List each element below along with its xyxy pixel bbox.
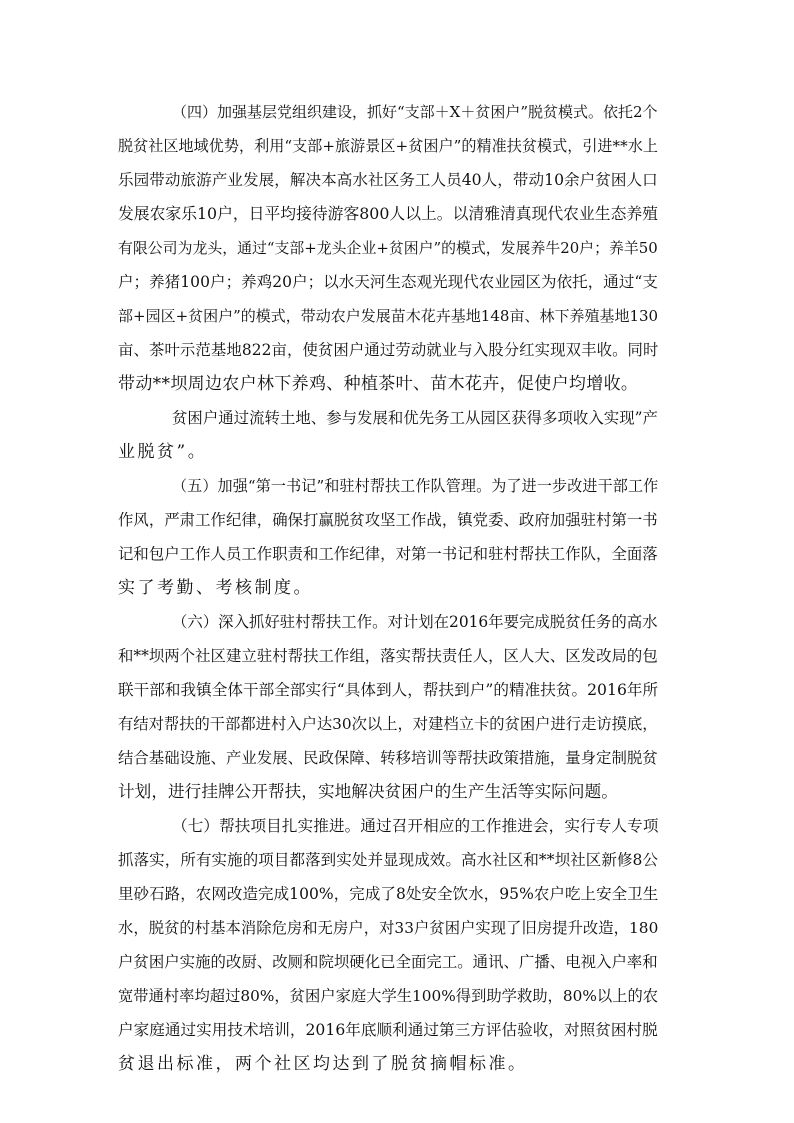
paragraph-5-line-3: 记和包户工作人员工作职责和工作纪律，对第一书记和驻村帮扶工作队，全面落 [118,545,658,563]
paragraph-7-line-6: 宽带通村率均超过80%，贫困户家庭大学生100%得到助学救助，80%以上的农 [118,987,659,1005]
paragraph-4-line-8: 亩、茶叶示范基地822亩，使贫困户通过劳动就业与入股分红实现双丰收。同时 [118,341,659,359]
paragraph-4-line-1: （四）加强基层党组织建设，抓好“支部＋X＋贫困户”脱贫模式。依托2个 [172,103,658,121]
paragraph-5-line-4: 实了考勤、考核制度。 [118,578,313,598]
paragraph-5-line-1: （五）加强“第一书记”和驻村帮扶工作队管理。为了进一步改进干部工作 [172,477,659,495]
paragraph-4-line-6: 户；养猪100户；养鸡20户；以水天河生态观光现代农业园区为依托，通过“支 [118,273,658,291]
paragraph-7-line-1: （七）帮扶项目扎实推进。通过召开相应的工作推进会，实行专人专项 [172,817,659,835]
paragraph-4-line-9: 带动**坝周边农户林下养鸡、种植茶叶、苗木花卉，促使户均增收。 [118,374,639,394]
paragraph-7-line-5: 户贫困户实施的改厨、改厕和院坝硬化已全面完工。通讯、广播、电视入户率和 [118,953,658,971]
paragraph-4-line-3: 乐园带动旅游产业发展，解决本高水社区务工人员40人，带动10余户贫困人口 [118,171,658,189]
paragraph-7-line-2: 抓落实，所有实施的项目都落到实处并显现成效。高水社区和**坝社区新修8公 [118,851,659,869]
income-paragraph-line-2: 业脱贫”。 [118,442,208,462]
paragraph-4-line-7: 部+园区+贫困户”的模式，带动农户发展苗木花卉基地148亩、林下养殖基地130 [118,307,659,325]
paragraph-4-line-5: 有限公司为龙头，通过“支部+龙头企业+贫困户”的模式，发展养牛20户；养羊50 [118,239,658,257]
paragraph-6-line-3: 联干部和我镇全体干部全部实行“具体到人，帮扶到户”的精准扶贫。2016年所 [118,681,659,699]
paragraph-7-line-4: 水，脱贫的村基本消除危房和无房户，对33户贫困户实现了旧房提升改造，180 [118,919,659,937]
paragraph-6-line-5: 结合基础设施、产业发展、民政保障、转移培训等帮扶政策措施，量身定制脱贫 [118,749,658,767]
paragraph-6-line-4: 有结对帮扶的干部都进村入户达30次以上，对建档立卡的贫困户进行走访摸底， [118,715,658,733]
paragraph-7-line-7: 户家庭通过实用技术培训，2016年底顺利通过第三方评估验收，对照贫困村脱 [118,1021,658,1039]
paragraph-5-line-2: 作风，严肃工作纪律，确保打赢脱贫攻坚工作战，镇党委、政府加强驻村第一书 [118,511,658,529]
paragraph-4-line-4: 发展农家乐10户，日平均接待游客800人以上。以清雅清真现代农业生态养殖 [118,204,658,223]
paragraph-6-line-2: 和**坝两个社区建立驻村帮扶工作组，落实帮扶责任人，区人大、区发改局的包 [118,647,658,665]
income-paragraph-line-1: 贫困户通过流转土地、参与发展和优先务工从园区获得多项收入实现”产 [172,409,658,427]
paragraph-7-line-8: 贫退出标准，两个社区均达到了脱贫摘帽标准。 [118,1054,528,1074]
paragraph-4-line-2: 脱贫社区地域优势，利用“支部+旅游景区+贫困户”的精准扶贫模式，引进**水上 [118,137,658,155]
paragraph-6-line-6: 计划，进行挂牌公开帮扶，实地解决贫困户的生产生活等实际问题。 [118,782,618,801]
paragraph-7-line-3: 里砂石路，农网改造完成100%，完成了8处安全饮水，95%农户吃上安全卫生 [118,885,659,903]
paragraph-6-line-1: （六）深入抓好驻村帮扶工作。对计划在2016年要完成脱贫任务的高水 [172,613,658,631]
